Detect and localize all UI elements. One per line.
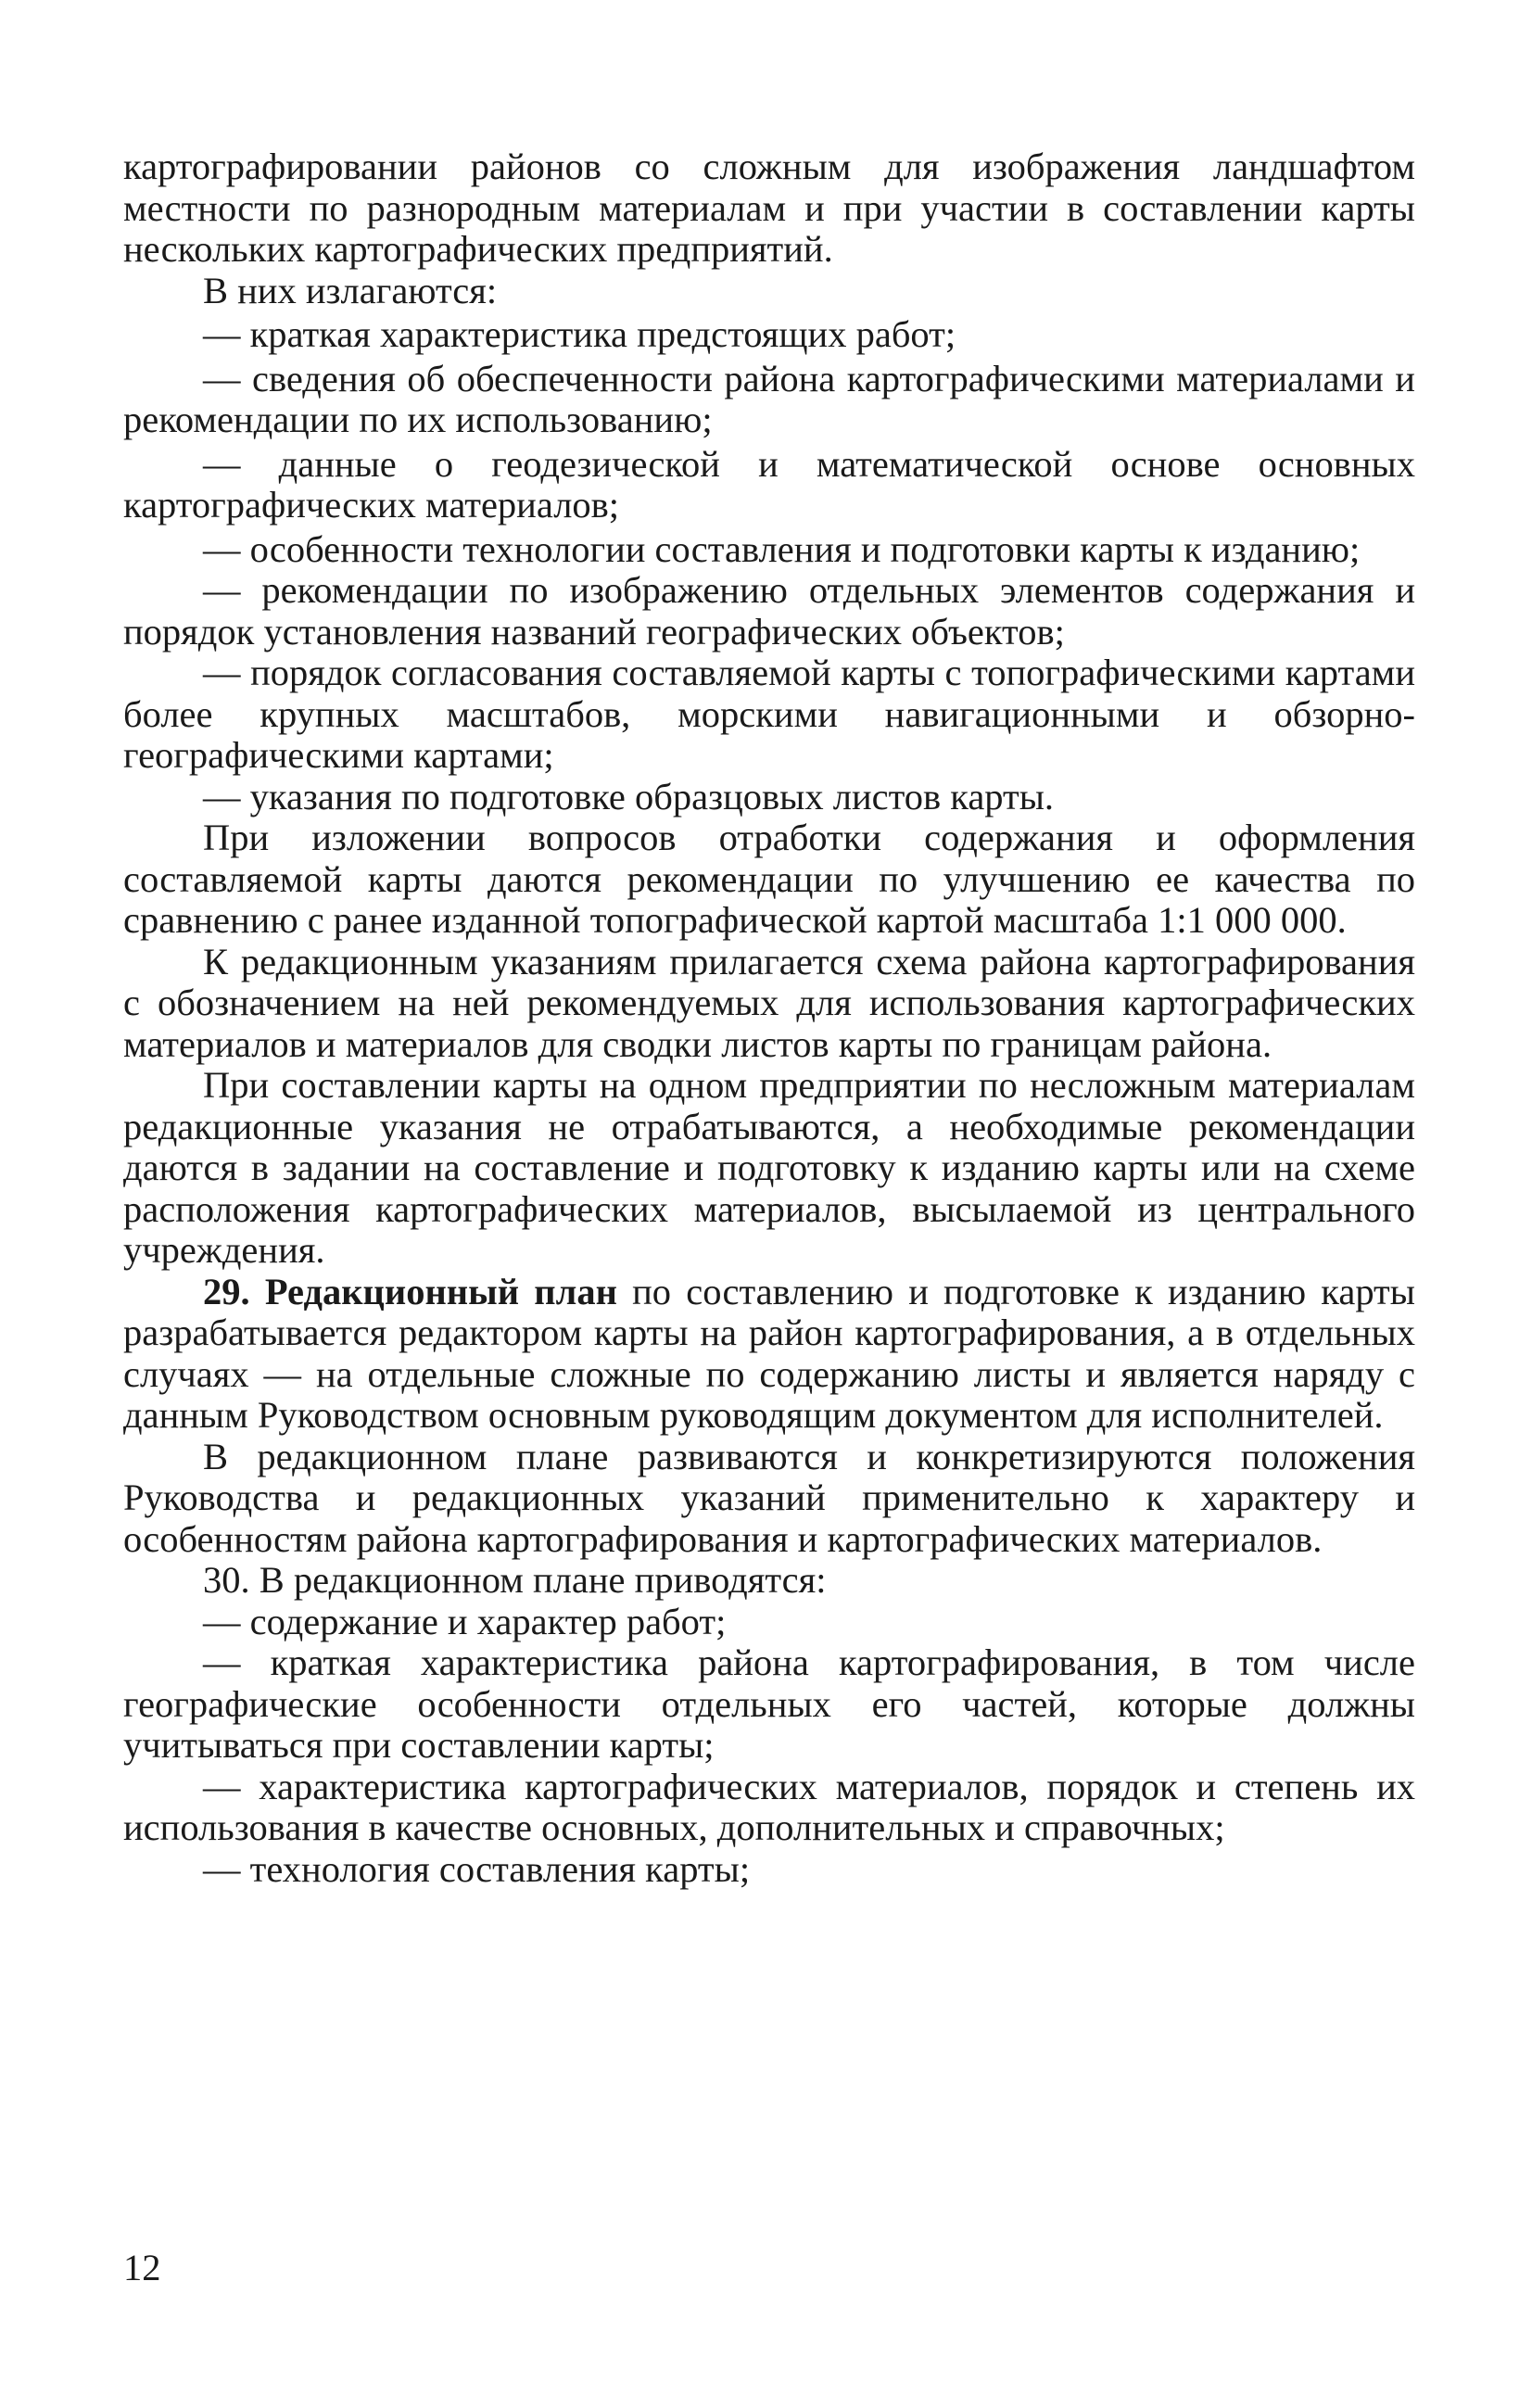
list-item: — содержание и характер работ; bbox=[203, 1600, 727, 1642]
list-item: — данные о геодезической и математической основе основных картографических материалов; bbox=[123, 442, 1415, 526]
list-item: — краткая характеристика предстоящих работ; bbox=[203, 313, 956, 355]
paragraph: К редакционным указаниям прилагается схема района картографирования с обозначением на ней рекомендуемых для использования картографических материалов и материалов для сводки листов карты по границам района. bbox=[123, 940, 1415, 1065]
list-item: — сведения об обеспеченности района картографическими материалами и рекомендации по их использованию; bbox=[123, 357, 1415, 440]
list-item: — рекомендации по изображению отдельных элементов содержания и порядок установления названий географических объектов; bbox=[123, 569, 1415, 653]
paragraph: При изложении вопросов отработки содержания и оформления составляемой карты даются рекомендации по улучшению ее качества по сравнению с ранее изданной топографической картой масштаба 1:1 000 000. bbox=[123, 817, 1415, 941]
paragraph: В них излагаются: bbox=[203, 269, 498, 311]
list-item: — указания по подготовке образцовых листов карты. bbox=[203, 775, 1055, 817]
list-item: — особенности технологии составления и подготовки карты к изданию; bbox=[203, 527, 1361, 570]
list-item: — характеристика картографических материалов, порядок и степень их использования в качестве основных, дополнительных и справочных; bbox=[123, 1765, 1415, 1848]
page-text bbox=[123, 146, 1415, 1890]
paragraph-continuation: картографировании районов со сложным для изображения ландшафтом местности по разнородным материалам и при участии в составлении карты нескольких картографических предприятий. bbox=[123, 146, 1415, 270]
list-item: — порядок согласования составляемой карты с топографическими картами более крупных масштабов, морскими навигационными и обзорно-географическими картами; bbox=[123, 652, 1415, 776]
list-item: — краткая характеристика района картографирования, в том числе географические особенности отдельных его частей, которые должны учитываться при составлении карты; bbox=[123, 1641, 1415, 1766]
list-item: — технология составления карты; bbox=[203, 1847, 751, 1890]
paragraph-section-29 bbox=[123, 1272, 1415, 1437]
paragraph: В редакционном плане развиваются и конкретизируются положения Руководства и редакционных указаний применительно к характеру и особенностям района картографирования и картографических материалов. bbox=[123, 1435, 1415, 1560]
page-number: 12 bbox=[123, 2247, 161, 2288]
section-heading: 29. Редакционный план bbox=[203, 1270, 617, 1312]
paragraph-section-30: 30. В редакционном плане приводятся: bbox=[203, 1559, 827, 1601]
paragraph-body: по составлению и подготовке к изданию карты разрабатывается редактором карты на район картографирования, а в отдельных случаях — на отдельные сложные по содержанию листы и является наряду с данным Руководством основным руководящим документом для исполнителей. bbox=[123, 1270, 1415, 1436]
paragraph: При составлении карты на одном предприятии по несложным материалам редакционные указания не отрабатываются, а необходимые рекомендации даются в задании на составление и подготовку к изданию карты или на схеме расположения картографических материалов, высылаемой из центрального учреждения. bbox=[123, 1064, 1415, 1271]
